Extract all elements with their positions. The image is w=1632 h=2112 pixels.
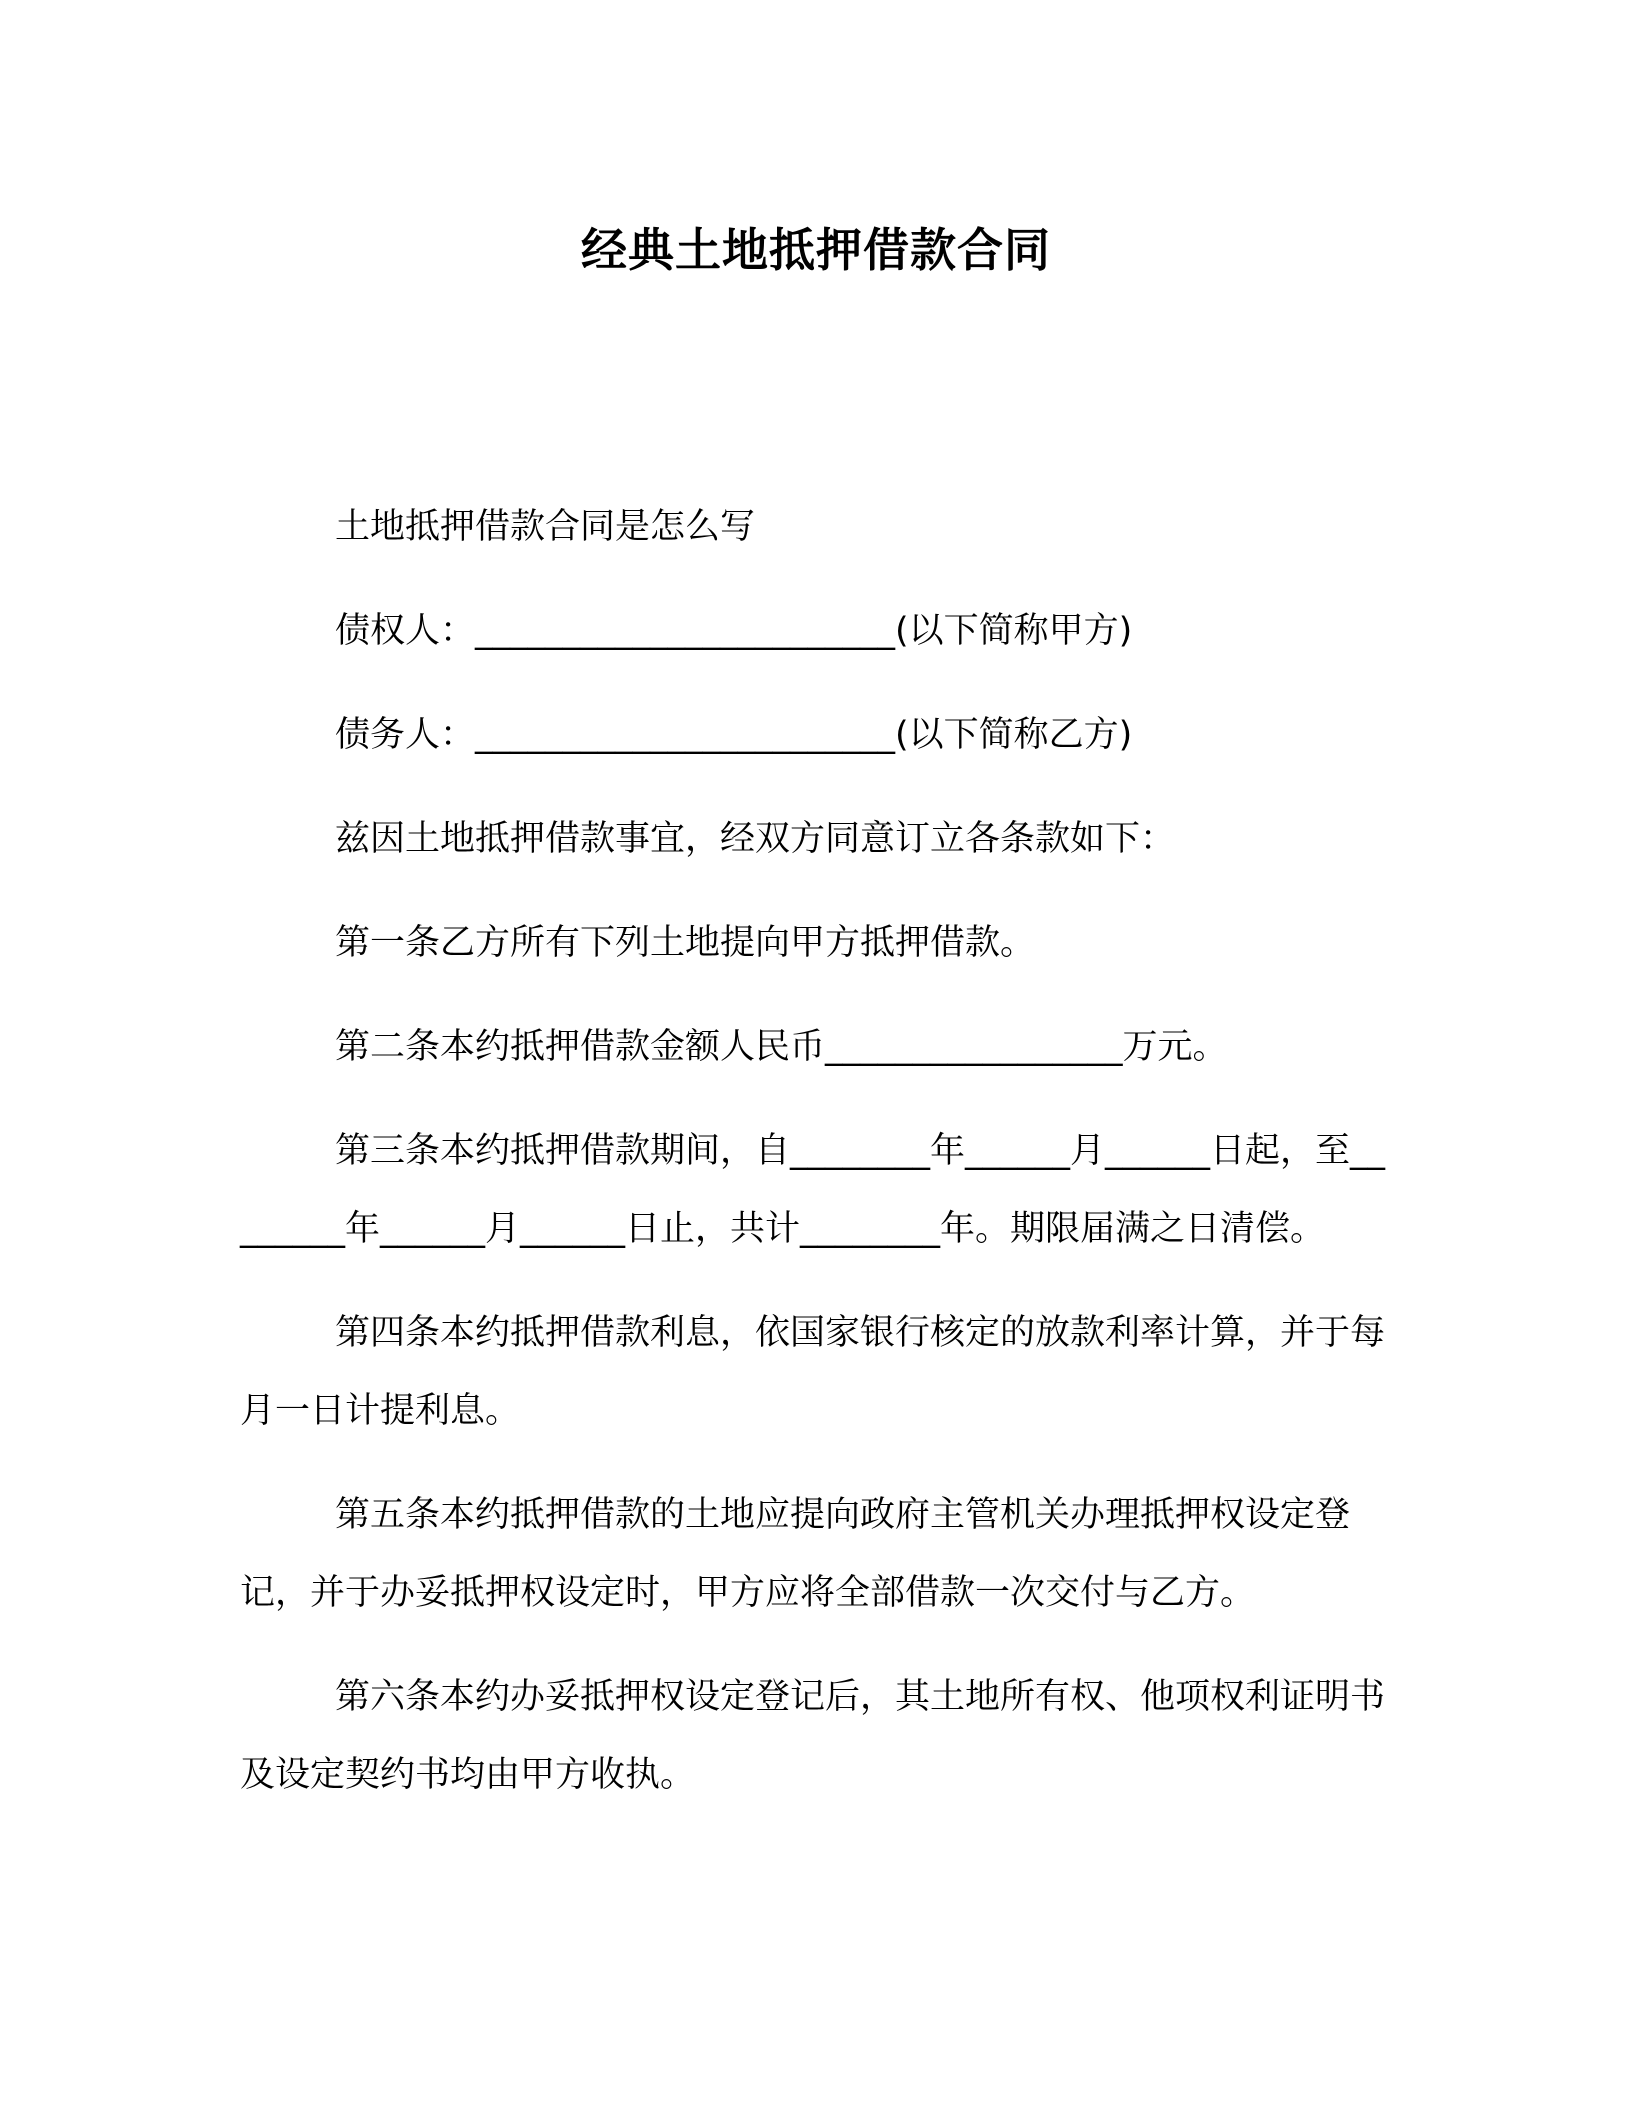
paragraph-creditor: 债权人：________________________(以下简称甲方) [335, 611, 1133, 651]
document-body [240, 488, 1400, 1840]
paragraph-preamble: 兹因土地抵押借款事宜，经双方同意订立各条款如下： [335, 819, 1176, 859]
clause-6: 第六条本约办妥抵押权设定登记后，其土地所有权、他项权利证明书及设定契约书均由甲方收执。 [240, 1677, 1386, 1795]
paragraph-debtor: 债务人：________________________(以下简称乙方) [335, 715, 1133, 755]
clause-1: 第一条乙方所有下列土地提向甲方抵押借款。 [335, 923, 1036, 963]
paragraph-subtitle: 土地抵押借款合同是怎么写 [335, 507, 756, 547]
document-title: 经典土地抵押借款合同 [581, 223, 1051, 277]
clause-2: 第二条本约抵押借款金额人民币_________________万元。 [335, 1027, 1228, 1067]
clause-3: 第三条本约抵押借款期间，自________年______月______日起，至________年______月______日止，共计________年。期限届满之日清偿。 [240, 1131, 1386, 1249]
clause-4: 第四条本约抵押借款利息，依国家银行核定的放款利率计算，并于每月一日计提利息。 [240, 1313, 1386, 1431]
clause-5: 第五条本约抵押借款的土地应提向政府主管机关办理抵押权设定登记，并于办妥抵押权设定时，甲方应将全部借款一次交付与乙方。 [240, 1495, 1351, 1613]
